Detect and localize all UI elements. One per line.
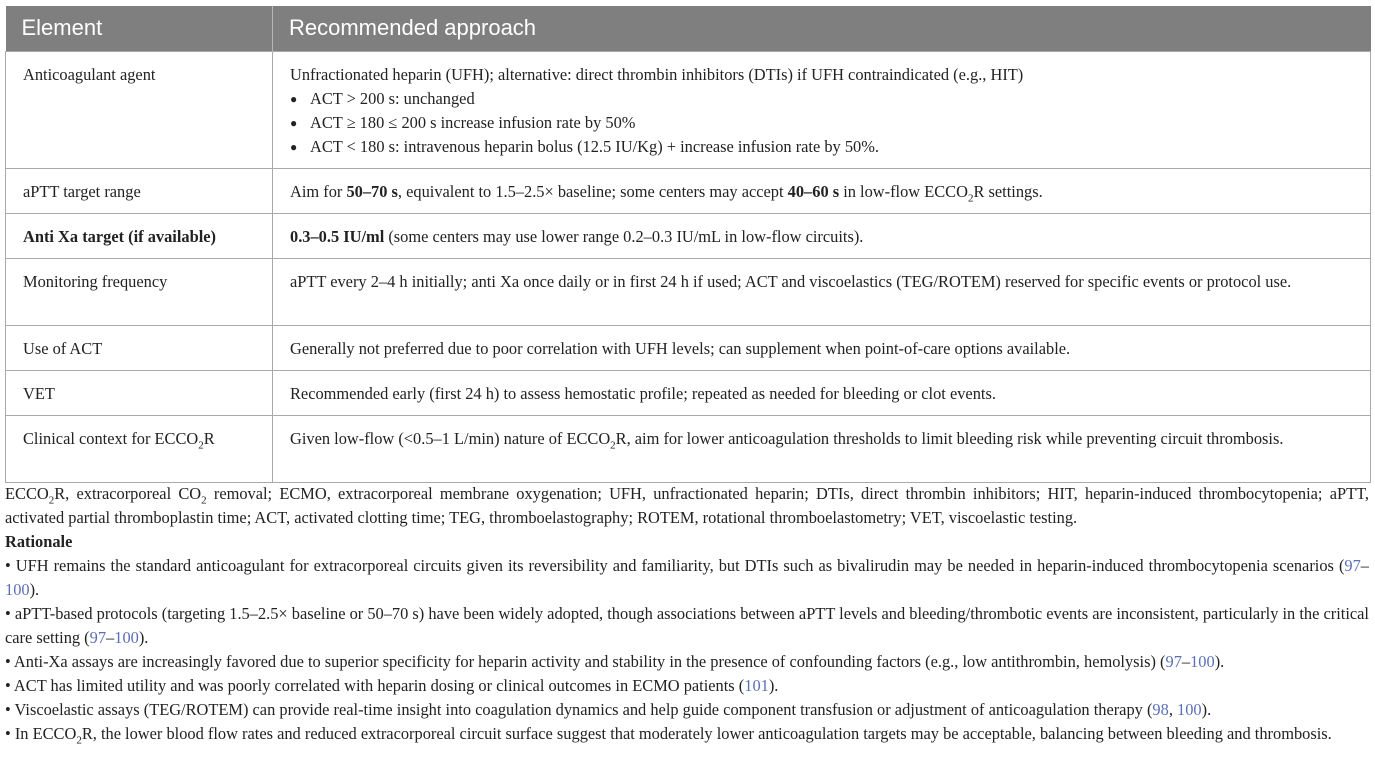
header-recommended-approach: Recommended approach bbox=[273, 6, 1371, 51]
reference-link[interactable]: 98 bbox=[1152, 700, 1169, 719]
list-item: ● ACT < 180 s: intravenous heparin bolus (12.5 IU/Kg) + increase infusion rate by 50%. bbox=[290, 135, 1354, 159]
rationale-item: • ACT has limited utility and was poorly correlated with heparin dosing or clinical outcomes in ECMO patients (101). bbox=[5, 676, 779, 695]
table-row bbox=[6, 168, 1371, 213]
row-approach: Given low-flow (<0.5–1 L/min) nature of $ECCO_2R$, aim for lower anticoagulation thresholds to limit bleeding risk while preventing circuit thrombosis. bbox=[273, 415, 1371, 482]
row-approach: Generally not preferred due to poor correlation with UFH levels; can supplement when point-of-care options available. bbox=[273, 325, 1371, 370]
bullet-icon: ● bbox=[290, 115, 298, 130]
row-element: VET bbox=[6, 370, 273, 415]
row-element: Anticoagulant agent bbox=[6, 51, 273, 168]
table-row bbox=[6, 370, 1371, 415]
recommendations-table bbox=[5, 6, 1371, 483]
row-approach: Recommended early (first 24 h) to assess hemostatic profile; repeated as needed for bleeding or clot events. bbox=[273, 370, 1371, 415]
reference-link[interactable]: 97 bbox=[89, 628, 107, 647]
table-row bbox=[6, 325, 1371, 370]
rationale-item: • aPTT-based protocols (targeting 1.5–2.5× baseline or 50–70 s) have been widely adopted, though associations between aPTT levels and bleeding/thrombotic events are inconsistent, particularly in the critical care setting (97–100). bbox=[5, 604, 1369, 647]
bullet-icon: ● bbox=[290, 139, 298, 154]
reference-link[interactable]: 100 bbox=[5, 580, 30, 599]
row-approach: Aim for 50–70 s, equivalent to 1.5–2.5× baseline; some centers may accept 40–60 s in low-flow $ECCO_2R$ settings. bbox=[273, 168, 1371, 213]
reference-link[interactable]: 100 bbox=[1190, 652, 1215, 671]
list-item: ● ACT ≥ 180 ≤ 200 s increase infusion rate by 50% bbox=[290, 111, 1354, 135]
reference-link[interactable]: 97 bbox=[1165, 652, 1182, 671]
row-approach: aPTT every 2–4 h initially; anti Xa once daily or in first 24 h if used; ACT and viscoelastics (TEG/ROTEM) reserved for specific events or protocol use. bbox=[273, 258, 1371, 325]
row-element: Clinical context for $ECCO_2R$ bbox=[6, 415, 273, 482]
table-row bbox=[6, 213, 1371, 258]
row-element: Use of ACT bbox=[6, 325, 273, 370]
rationale-item: • In $ECCO_2R$, the lower blood flow rates and reduced extracorporeal circuit surface suggest that moderately lower anticoagulation targets may be acceptable, balancing between bleeding and thrombosis. bbox=[5, 724, 1332, 747]
reference-link[interactable]: 101 bbox=[744, 676, 769, 695]
bullet-icon: ● bbox=[290, 91, 298, 106]
table-row bbox=[6, 51, 1371, 168]
row-element: Monitoring frequency bbox=[6, 258, 273, 325]
reference-link[interactable]: 100 bbox=[114, 628, 139, 647]
table-footnotes bbox=[5, 482, 1369, 746]
table-row bbox=[6, 258, 1371, 325]
list-item: ● ACT > 200 s: unchanged bbox=[290, 87, 1354, 111]
rationale-item: • Anti-Xa assays are increasingly favored due to superior specificity for heparin activity and stability in the presence of confounding factors (e.g., low antithrombin, hemolysis) (97–100). bbox=[5, 652, 1225, 671]
header-element: Element bbox=[6, 6, 273, 51]
row-element: Anti Xa target (if available) bbox=[6, 213, 273, 258]
row-element: aPTT target range bbox=[6, 168, 273, 213]
table-row bbox=[6, 415, 1371, 482]
rationale-item: • Viscoelastic assays (TEG/ROTEM) can provide real-time insight into coagulation dynamics and help guide component transfusion or adjustment of anticoagulation therapy (98, 100). bbox=[5, 700, 1212, 719]
rationale-heading: Rationale bbox=[5, 532, 73, 551]
rationale-item: • UFH remains the standard anticoagulant for extracorporeal circuits given its reversibility and familiarity, but DTIs such as bivalirudin may be needed in heparin-induced thrombocytopenia scenarios (97–100). bbox=[5, 556, 1369, 599]
reference-link[interactable]: 97 bbox=[1344, 556, 1361, 575]
approach-intro: Unfractionated heparin (UFH); alternative: direct thrombin inhibitors (DTIs) if UFH contraindicated (e.g., HIT) bbox=[290, 64, 1024, 84]
reference-link[interactable]: 100 bbox=[1177, 700, 1202, 719]
abbreviations-note: $ECCO_2R$, extracorporeal $CO_2$ removal; ECMO, extracorporeal membrane oxygenation; UFH, unfractionated heparin; DTIs, direct thrombin inhibitors; HIT, heparin-induced thrombocytopenia; aPTT, activated partial thromboplastin time; ACT, activated clotting time; TEG, thromboelastography; ROTEM, rotational thromboelastometry; VET, viscoelastic testing. bbox=[5, 484, 1370, 527]
row-approach bbox=[273, 51, 1371, 168]
row-approach: 0.3–0.5 IU/ml (some centers may use lower range 0.2–0.3 IU/mL in low-flow circuits). bbox=[273, 213, 1371, 258]
table-header-row bbox=[6, 6, 1371, 51]
